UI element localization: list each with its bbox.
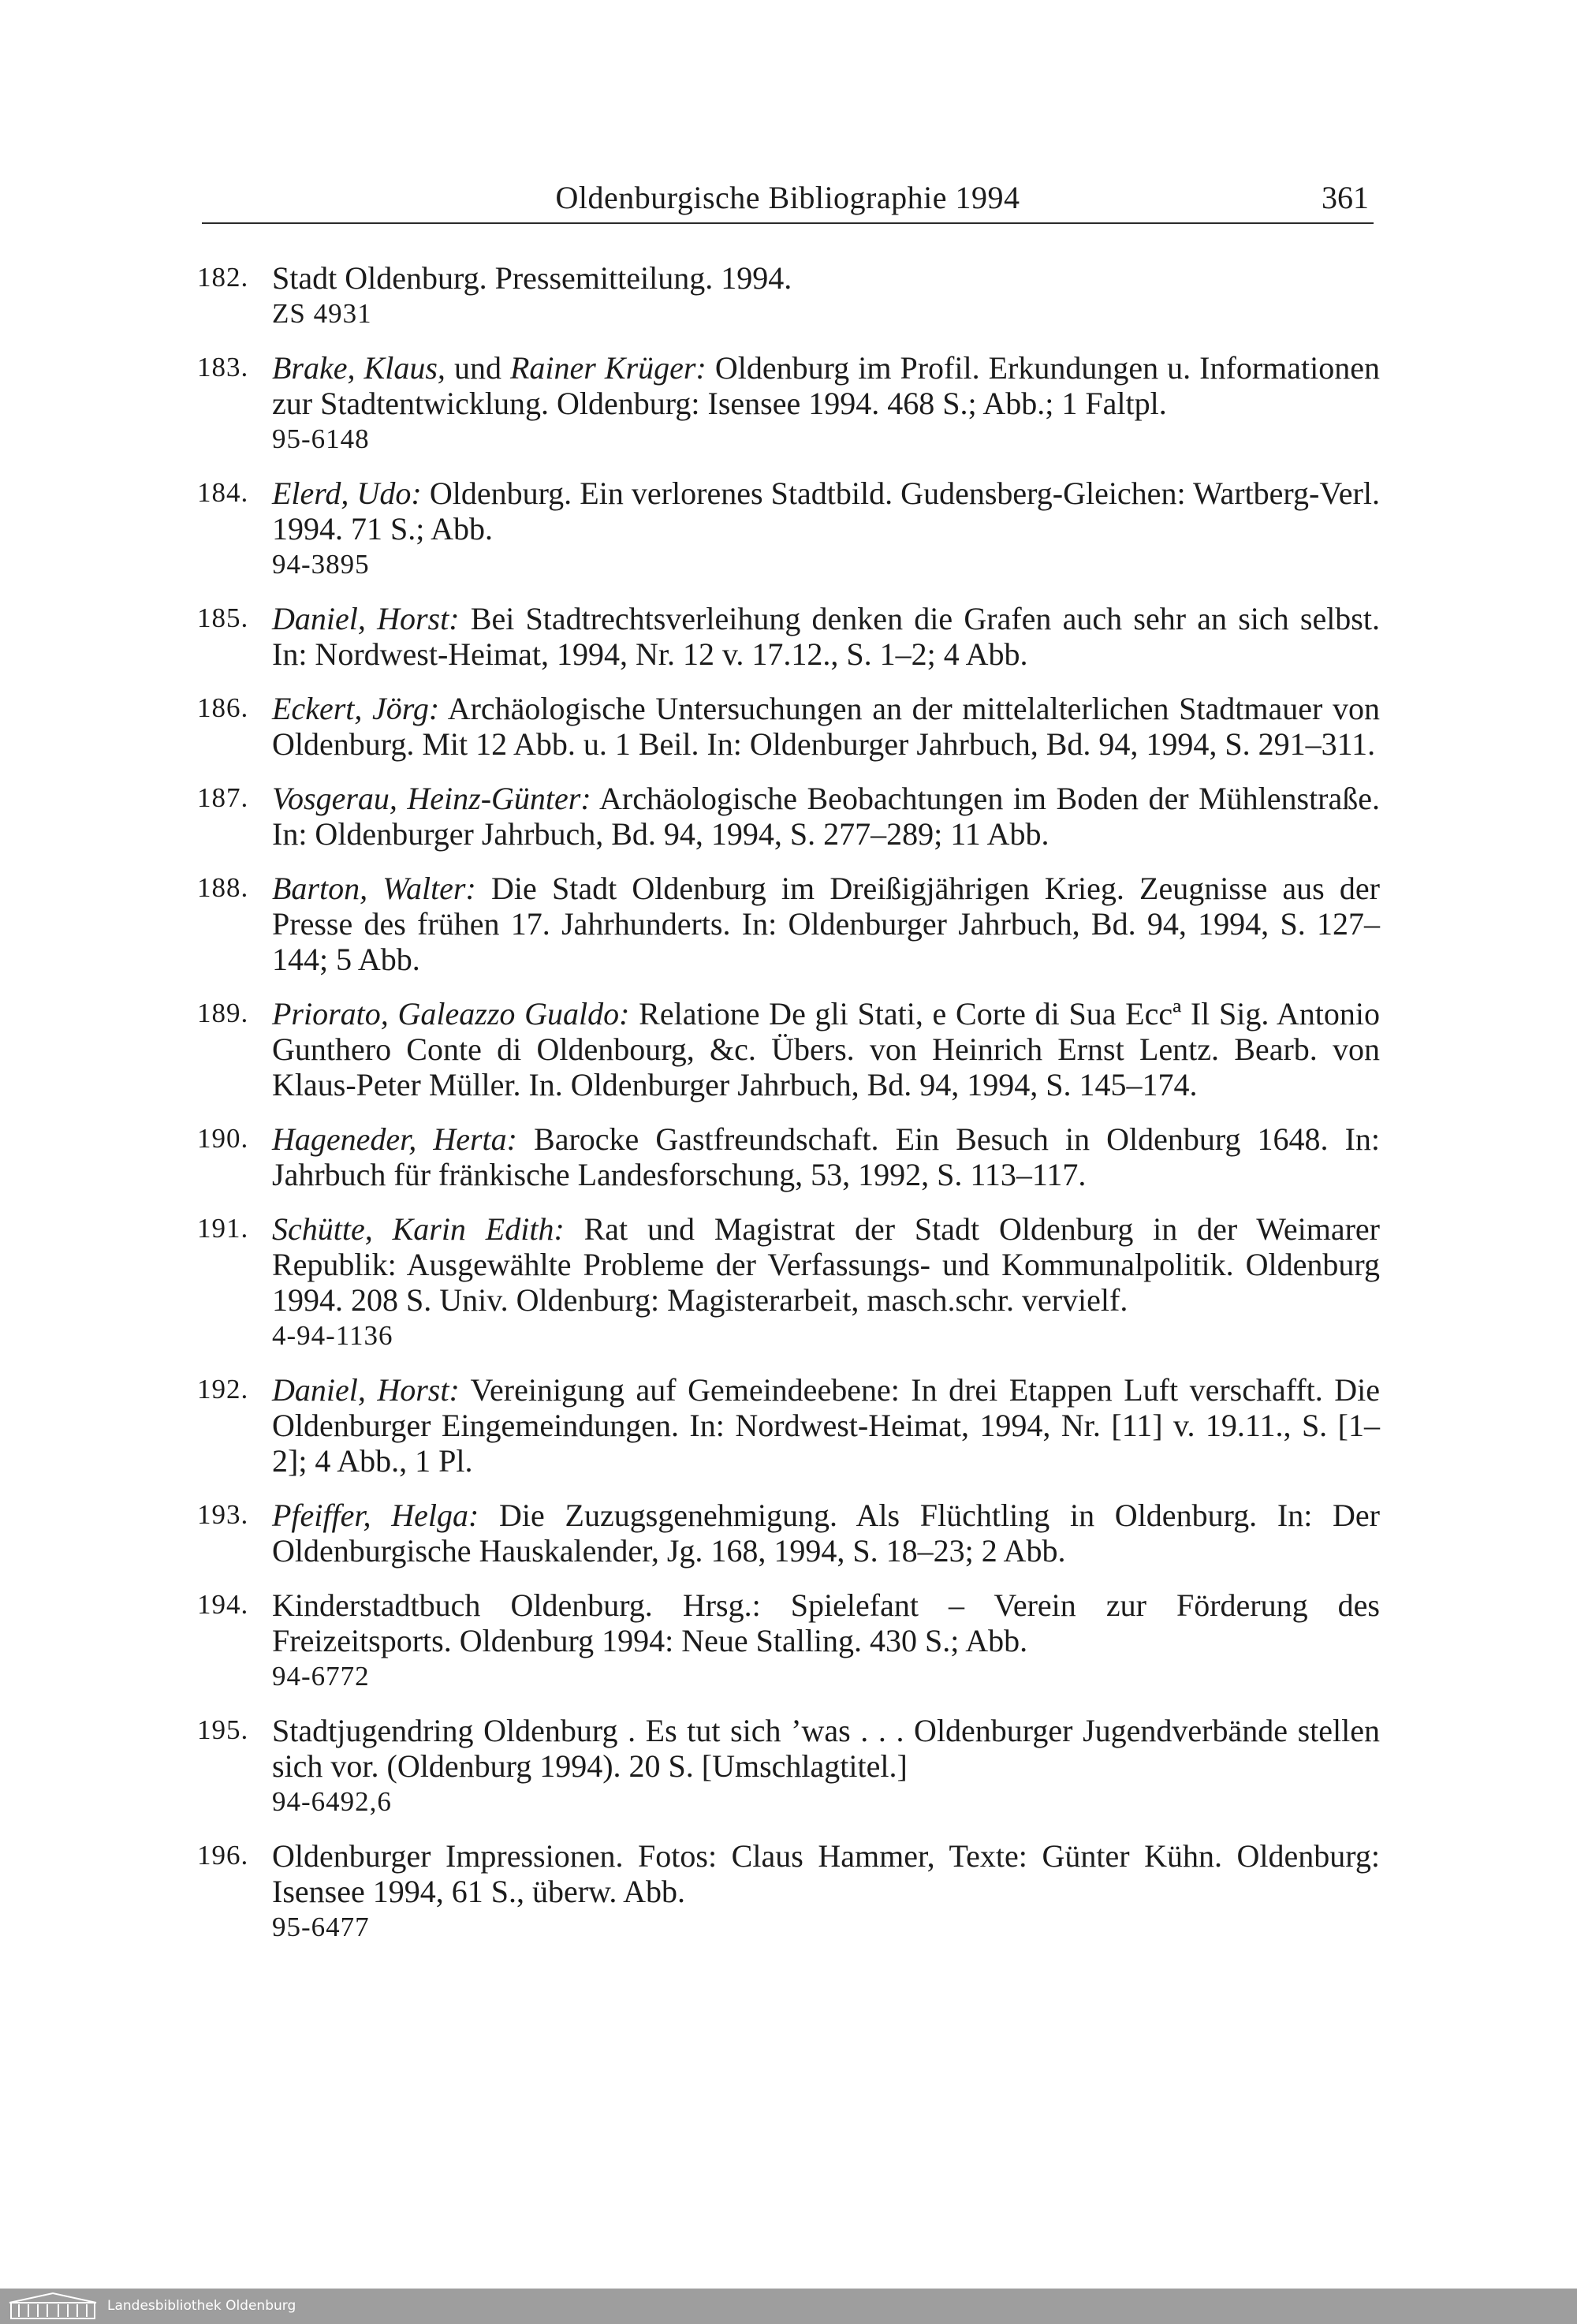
library-name: Landesbibliothek Oldenburg [107, 2298, 296, 2314]
entry-195 [197, 1713, 1380, 1819]
entry-189 [197, 996, 1380, 1102]
entry-number: 193. [197, 1499, 249, 1530]
entry-number: 195. [197, 1714, 249, 1745]
entry-number: 182. [197, 262, 249, 293]
bibliography-list [197, 260, 1380, 1964]
entry-citation [272, 1211, 1380, 1318]
entry-citation [272, 601, 1380, 672]
entry-citation [272, 781, 1380, 852]
entry-number: 192. [197, 1374, 249, 1404]
entry-196 [197, 1838, 1380, 1945]
entry-author: Priorato, Galeazzo Gualdo: [272, 996, 630, 1031]
entry-194 [197, 1587, 1380, 1694]
entry-185 [197, 601, 1380, 672]
entry-title: Rat und Magistrat der Stadt Oldenburg in der Weimarer Republik: Ausgewählte Probleme der Verfassungs- und Kommunalpolitik. Oldenburg 1994. 208 S. Univ. Oldenburg: Magisterarbeit, masch.schr. vervielf. [272, 1211, 1380, 1318]
entry-shelfmark: 94-3895 [272, 549, 370, 580]
entry-citation [272, 691, 1380, 762]
entry-title: Oldenburger Impressionen. Fotos: Claus Hammer, Texte: Günter Kühn. Oldenburg: Isensee 1994, 61 S., überw. Abb. [272, 1838, 1380, 1909]
entry-citation [272, 350, 1380, 421]
entry-number: 186. [197, 692, 249, 723]
entry-title: Vereinigung auf Gemeindeebene: In drei Etappen Luft verschafft. Die Oldenburger Eingemeindungen. In: Nordwest-Heimat, 1994, Nr. [11] v. 19.11., S. [1–2]; 4 Abb., 1 Pl. [272, 1372, 1380, 1479]
entry-number: 191. [197, 1213, 249, 1244]
entry-author: Barton, Walter: [272, 871, 476, 906]
entry-citation [272, 1372, 1380, 1479]
entry-number: 196. [197, 1840, 249, 1871]
page-number: 361 [1322, 180, 1369, 215]
entry-shelfmark: 94-6492,6 [272, 1786, 392, 1817]
entry-author: Vosgerau, Heinz-Günter: [272, 781, 591, 816]
entry-author: Brake, Klaus, [272, 350, 446, 386]
entry-title: Die Stadt Oldenburg im Dreißigjährigen Krieg. Zeugnisse aus der Presse des frühen 17. Jahrhunderts. In: Oldenburger Jahrbuch, Bd. 94, 1994, S. 127–144; 5 Abb. [272, 871, 1380, 977]
entry-author: Daniel, Horst: [272, 1372, 460, 1408]
entry-number: 190. [197, 1123, 249, 1154]
entry-citation [272, 1498, 1380, 1569]
entry-citation [272, 871, 1380, 977]
entry-shelfmark: 94-6772 [272, 1661, 370, 1692]
entry-shelfmark: 95-6148 [272, 423, 370, 454]
entry-citation [272, 476, 1380, 546]
entry-title: Bei Stadtrechtsverleihung denken die Grafen auch sehr an sich selbst. In: Nordwest-Heimat, 1994, Nr. 12 v. 17.12., S. 1–2; 4 Abb. [272, 601, 1380, 672]
entry-citation [272, 260, 1380, 296]
entry-title: Relatione De gli Stati, e Corte di Sua Eccª Il Sig. Antonio Gunthero Conte di Oldenbourg, &c. Übers. von Heinrich Ernst Lentz. Bearb. von Klaus-Peter Müller. In. Oldenburger Jahrbuch, Bd. 94, 1994, S. 145–174. [272, 996, 1381, 1102]
entry-citation [272, 1838, 1380, 1909]
entry-191 [197, 1211, 1380, 1353]
entry-188 [197, 871, 1380, 977]
entry-citation [272, 996, 1380, 1102]
entry-number: 184. [197, 477, 249, 508]
entry-title: Barocke Gastfreundschaft. Ein Besuch in Oldenburg 1648. In: Jahrbuch für fränkische Landesforschung, 53, 1992, S. 113–117. [272, 1121, 1380, 1192]
entry-citation [272, 1121, 1380, 1192]
entry-citation [272, 1587, 1380, 1658]
entry-shelfmark: 4-94-1136 [272, 1320, 393, 1351]
entry-coauthor: Rainer Krüger: [509, 350, 706, 386]
entry-184 [197, 476, 1380, 582]
entry-title: Stadt Oldenburg. Pressemitteilung. 1994. [272, 260, 792, 296]
entry-193 [197, 1498, 1380, 1569]
entry-conjunction: und [445, 350, 510, 386]
entry-title: Die Zuzugsgenehmigung. Als Flüchtling in Oldenburg. In: Der Oldenburgische Hauskalender, Jg. 168, 1994, S. 18–23; 2 Abb. [272, 1498, 1380, 1569]
entry-shelfmark: 95-6477 [272, 1912, 370, 1942]
entry-title: Kinderstadtbuch Oldenburg. Hrsg.: Spielefant – Verein zur Förderung des Freizeitsports. Oldenburg 1994: Neue Stalling. 430 S.; Abb. [272, 1587, 1380, 1658]
entry-183 [197, 350, 1380, 457]
entry-number: 194. [197, 1589, 249, 1620]
entry-186 [197, 691, 1380, 762]
entry-citation [272, 1713, 1380, 1784]
library-footer-bar [0, 2289, 1577, 2324]
entry-number: 183. [197, 352, 249, 382]
running-title: Oldenburgische Bibliographie 1994 [555, 180, 1020, 215]
entry-author: Hageneder, Herta: [272, 1121, 517, 1157]
entry-number: 188. [197, 872, 249, 903]
running-header [202, 178, 1374, 224]
entry-number: 189. [197, 998, 249, 1028]
entry-title: Oldenburg. Ein verlorenes Stadtbild. Gudensberg-Gleichen: Wartberg-Verl. 1994. 71 S.; Abb. [272, 476, 1380, 546]
entry-author: Elerd, Udo: [272, 476, 422, 511]
entry-shelfmark: ZS 4931 [272, 298, 372, 329]
entry-author: Eckert, Jörg: [272, 691, 440, 726]
entry-187 [197, 781, 1380, 852]
entry-192 [197, 1372, 1380, 1479]
entry-number: 187. [197, 782, 249, 813]
entry-title: Oldenburg im Profil. Erkundungen u. Informationen zur Stadtentwicklung. Oldenburg: Isensee 1994. 468 S.; Abb.; 1 Faltpl. [272, 350, 1380, 421]
entry-182 [197, 260, 1380, 331]
entry-190 [197, 1121, 1380, 1192]
entry-title: Archäologische Untersuchungen an der mittelalterlichen Stadtmauer von Oldenburg. Mit 12 Abb. u. 1 Beil. In: Oldenburger Jahrbuch, Bd. 94, 1994, S. 291–311. [272, 691, 1381, 762]
entry-author: Daniel, Horst: [272, 601, 460, 636]
library-building-icon [6, 2292, 99, 2320]
entry-number: 185. [197, 602, 249, 633]
entry-title: Stadtjugendring Oldenburg . Es tut sich ’was . . . Oldenburger Jugendverbände stellen sich vor. (Oldenburg 1994). 20 S. [Umschlagtitel.] [272, 1713, 1380, 1784]
entry-author: Pfeiffer, Helga: [272, 1498, 479, 1533]
entry-title: Archäologische Beobachtungen im Boden der Mühlenstraße. In: Oldenburger Jahrbuch, Bd. 94, 1994, S. 277–289; 11 Abb. [272, 781, 1381, 852]
entry-author: Schütte, Karin Edith: [272, 1211, 565, 1247]
